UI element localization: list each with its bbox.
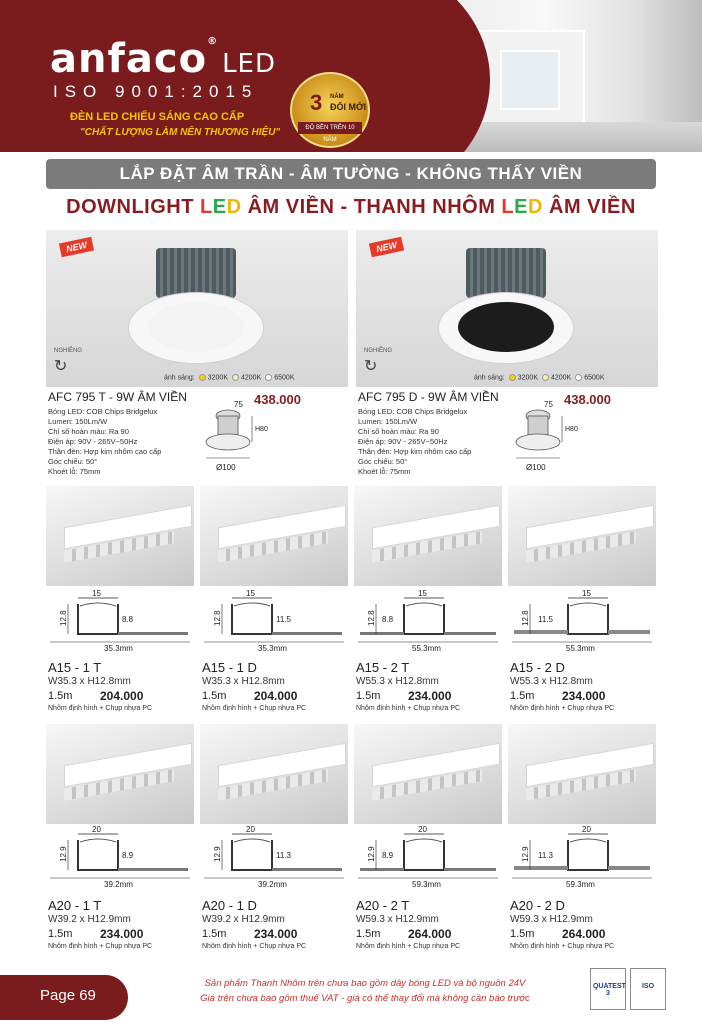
led-word (200, 196, 242, 218)
dim-inner: 8.8 (382, 615, 394, 624)
dimension-diagram (508, 398, 588, 478)
spec-line: Lumen: 150Lm/W (358, 417, 418, 426)
color-temp-options: ánh sáng: 3200K 4200K 6500K (474, 374, 605, 382)
spec-line: Bóng LED: COB Chips Bridgelux (48, 407, 158, 416)
profile-material: Nhôm định hình + Chụp nhựa PC (356, 943, 461, 950)
dim-width: 55.3mm (566, 644, 595, 652)
profile-cross-section (200, 826, 348, 888)
new-tag: NEW (59, 237, 94, 258)
spec-list (48, 407, 161, 477)
profile-name: A20 - 2 T (356, 898, 410, 913)
spec-line: Khoét lỗ: 75mm (358, 467, 411, 476)
profile-dimension: W39.2 x H12.9mm (48, 914, 131, 925)
profile-name: A20 - 2 D (510, 898, 565, 913)
footer-note-1: Sản phẩm Thanh Nhôm trên chưa bao gồm dây bóng LED và bộ nguồn 24V (204, 978, 526, 989)
product-name: AFC 795 D - 9W ÂM VIỀN (358, 390, 499, 404)
spec-list (358, 407, 471, 477)
led-letter: L (501, 196, 515, 218)
brand-logo: anfaco®LED (50, 36, 276, 82)
profile-material: Nhôm định hình + Chụp nhựa PC (510, 943, 615, 950)
color-dot-icon (199, 374, 206, 381)
dim-width: 59.3mm (412, 880, 441, 888)
profile-length: 1.5m (356, 690, 381, 702)
color-dot-icon (232, 374, 239, 381)
profile-photo (200, 486, 348, 586)
dim-top: 15 (418, 590, 427, 598)
profile-price: 264.000 (562, 927, 606, 941)
page-header (0, 0, 702, 152)
profile-price: 234.000 (100, 927, 144, 941)
profile-dimension: W35.3 x H12.8mm (202, 676, 285, 687)
dim-width: 39.2mm (104, 880, 133, 888)
dim-height: 12.8 (59, 610, 68, 626)
page-number-tab: Page 69 (0, 975, 128, 1020)
spec-line: Góc chiếu: 50° (48, 457, 98, 466)
profile-price: 234.000 (562, 689, 606, 703)
spec-line: Khoét lỗ: 75mm (48, 467, 101, 476)
led-word (501, 196, 543, 218)
color-dot-icon (265, 374, 272, 381)
downlight-info (48, 390, 350, 480)
profile-cross-section (354, 590, 502, 652)
dim-top: 20 (246, 826, 255, 834)
downlight-photo (46, 230, 348, 387)
product-price: 438.000 (254, 392, 301, 407)
profile-name: A20 - 1 T (48, 898, 102, 913)
profile-material: Nhôm định hình + Chụp nhựa PC (356, 705, 461, 712)
dim-height: H80 (565, 426, 578, 433)
spec-line: Thân đèn: Hợp kim nhôm cao cấp (358, 447, 472, 456)
profile-name: A15 - 1 T (48, 660, 102, 675)
dim-top: 15 (246, 590, 255, 598)
profile-info (356, 660, 508, 720)
dim-bottom: Ø100 (216, 463, 236, 472)
downlight-info (358, 390, 660, 480)
profile-info (356, 898, 508, 958)
profile-dimension: W55.3 x H12.8mm (356, 676, 439, 687)
install-banner: LẮP ĐẶT ÂM TRẦN - ÂM TƯỜNG - KHÔNG THẤY VIỀN (46, 159, 656, 189)
footer-note-2: Giá trên chưa bao gồm thuế VAT - giá có thể thay đổi mà không cần báo trước (200, 993, 530, 1004)
iso-cert-logo: ISO (630, 968, 666, 1010)
quatest-cert-logo: QUATEST 3 (590, 968, 626, 1010)
profile-length: 1.5m (48, 928, 73, 940)
tagline: ĐÈN LED CHIẾU SÁNG CAO CẤP (70, 111, 245, 123)
profile-material: Nhôm định hình + Chụp nhựa PC (202, 705, 307, 712)
color-temp-options: ánh sáng: 3200K 4200K 6500K (164, 374, 295, 382)
tilt-label: NGHIÊNG (54, 348, 83, 354)
profile-material: Nhôm định hình + Chụp nhựa PC (202, 943, 307, 950)
profile-price: 264.000 (408, 927, 452, 941)
profile-photo (354, 724, 502, 824)
profile-length: 1.5m (202, 690, 227, 702)
spec-line: Điện áp: 90V - 265V~50Hz (48, 437, 138, 446)
dim-bottom: Ø100 (526, 463, 546, 472)
profile-price: 234.000 (254, 927, 298, 941)
profile-dimension: W59.3 x H12.9mm (356, 914, 439, 925)
dim-height: 12.9 (213, 846, 222, 862)
spec-line: Chỉ số hoàn màu: Ra 90 (48, 427, 129, 436)
color-dot-icon (542, 374, 549, 381)
dim-inner: 8.8 (122, 615, 134, 624)
new-tag: NEW (369, 237, 404, 258)
profile-name: A15 - 2 D (510, 660, 565, 675)
profile-material: Nhôm định hình + Chụp nhựa PC (510, 705, 615, 712)
dim-inner: 8.9 (382, 851, 394, 860)
dim-top: 15 (92, 590, 101, 598)
lamp-reflector (148, 302, 244, 352)
profile-photo (46, 486, 194, 586)
profile-length: 1.5m (48, 690, 73, 702)
profile-length: 1.5m (356, 928, 381, 940)
profile-info (202, 898, 354, 958)
dim-inner: 11.3 (538, 851, 553, 860)
warranty-badge: 3 NĂM ĐỔI MỚI ĐỘ BỀN TRÊN 10 NĂM (290, 72, 370, 148)
profile-price: 204.000 (254, 689, 298, 703)
tilt-label: NGHIÊNG (364, 348, 393, 354)
profile-dimension: W35.3 x H12.8mm (48, 676, 131, 687)
profile-length: 1.5m (510, 928, 535, 940)
dim-top: 15 (582, 590, 591, 598)
profile-info (202, 660, 354, 720)
dim-top: 20 (582, 826, 591, 834)
profile-name: A20 - 1 D (202, 898, 257, 913)
heatsink (156, 248, 236, 298)
dim-width: 39.2mm (258, 880, 287, 888)
heatsink (466, 248, 546, 298)
iso-text: ISO 9001:2015 (53, 82, 259, 101)
dim-width: 55.3mm (412, 644, 441, 652)
profile-name: A15 - 1 D (202, 660, 257, 675)
profile-cross-section (46, 826, 194, 888)
dim-height: 12.9 (521, 846, 530, 862)
profile-dimension: W59.3 x H12.9mm (510, 914, 593, 925)
downlight-photo (356, 230, 658, 387)
spec-line: Lumen: 150Lm/W (48, 417, 108, 426)
dim-top: 75 (234, 400, 243, 409)
dim-height: 12.9 (59, 846, 68, 862)
dim-inner: 11.3 (276, 851, 291, 860)
lamp-reflector (458, 302, 554, 352)
dim-inner: 11.5 (538, 615, 553, 624)
product-name: AFC 795 T - 9W ÂM VIỀN (48, 390, 187, 404)
dim-inner: 8.9 (122, 851, 134, 860)
profile-length: 1.5m (202, 928, 227, 940)
profile-price: 234.000 (408, 689, 452, 703)
profile-photo (200, 724, 348, 824)
led-letter: L (200, 196, 213, 218)
profile-info (510, 898, 662, 958)
dim-height: 12.8 (213, 610, 222, 626)
profile-info (48, 898, 200, 958)
profile-price: 204.000 (100, 689, 144, 703)
profile-cross-section (354, 826, 502, 888)
dim-height: 12.8 (367, 610, 376, 626)
profile-photo (508, 486, 656, 586)
dim-top: 20 (92, 826, 101, 834)
dim-width: 35.3mm (258, 644, 287, 652)
dim-top: 20 (418, 826, 427, 834)
dimension-diagram (198, 398, 278, 478)
profile-cross-section (508, 590, 656, 652)
profile-length: 1.5m (510, 690, 535, 702)
spec-line: Thân đèn: Hợp kim nhôm cao cấp (48, 447, 162, 456)
dim-height: 12.8 (521, 610, 530, 626)
profile-cross-section (46, 590, 194, 652)
color-dot-icon (509, 374, 516, 381)
spec-line: Góc chiếu: 50° (358, 457, 408, 466)
profile-cross-section (200, 590, 348, 652)
profile-photo (508, 724, 656, 824)
dim-top: 75 (544, 400, 553, 409)
spec-line: Điện áp: 90V - 265V~50Hz (358, 437, 448, 446)
dim-width: 35.3mm (104, 644, 133, 652)
profile-dimension: W39.2 x H12.9mm (202, 914, 285, 925)
spec-line: Chỉ số hoàn màu: Ra 90 (358, 427, 439, 436)
profile-material: Nhôm định hình + Chụp nhựa PC (48, 705, 153, 712)
profile-photo (354, 486, 502, 586)
dim-height: 12.9 (367, 846, 376, 862)
tilt-arrow-icon: ↻ (364, 358, 378, 375)
dim-inner: 11.5 (276, 615, 291, 624)
profile-name: A15 - 2 T (356, 660, 410, 675)
led-letter: E (212, 196, 227, 218)
led-letter: E (514, 196, 528, 218)
color-dot-icon (575, 374, 582, 381)
spec-line: Bóng LED: COB Chips Bridgelux (358, 407, 468, 416)
dim-height: H80 (255, 426, 268, 433)
profile-info (48, 660, 200, 720)
dim-width: 59.3mm (566, 880, 595, 888)
profile-info (510, 660, 662, 720)
profile-dimension: W55.3 x H12.8mm (510, 676, 593, 687)
product-price: 438.000 (564, 392, 611, 407)
slogan: "CHẤT LƯỢNG LÀM NÊN THƯƠNG HIỆU" (80, 127, 281, 138)
profile-material: Nhôm định hình + Chụp nhựa PC (48, 943, 153, 950)
profile-photo (46, 724, 194, 824)
section-title: DOWNLIGHT LED ÂM VIỀN - THANH NHÔM LED ÂM VIỀN (66, 196, 636, 218)
led-letter: D (527, 196, 543, 218)
profile-cross-section (508, 826, 656, 888)
led-letter: D (226, 196, 242, 218)
tilt-arrow-icon: ↻ (54, 358, 68, 375)
